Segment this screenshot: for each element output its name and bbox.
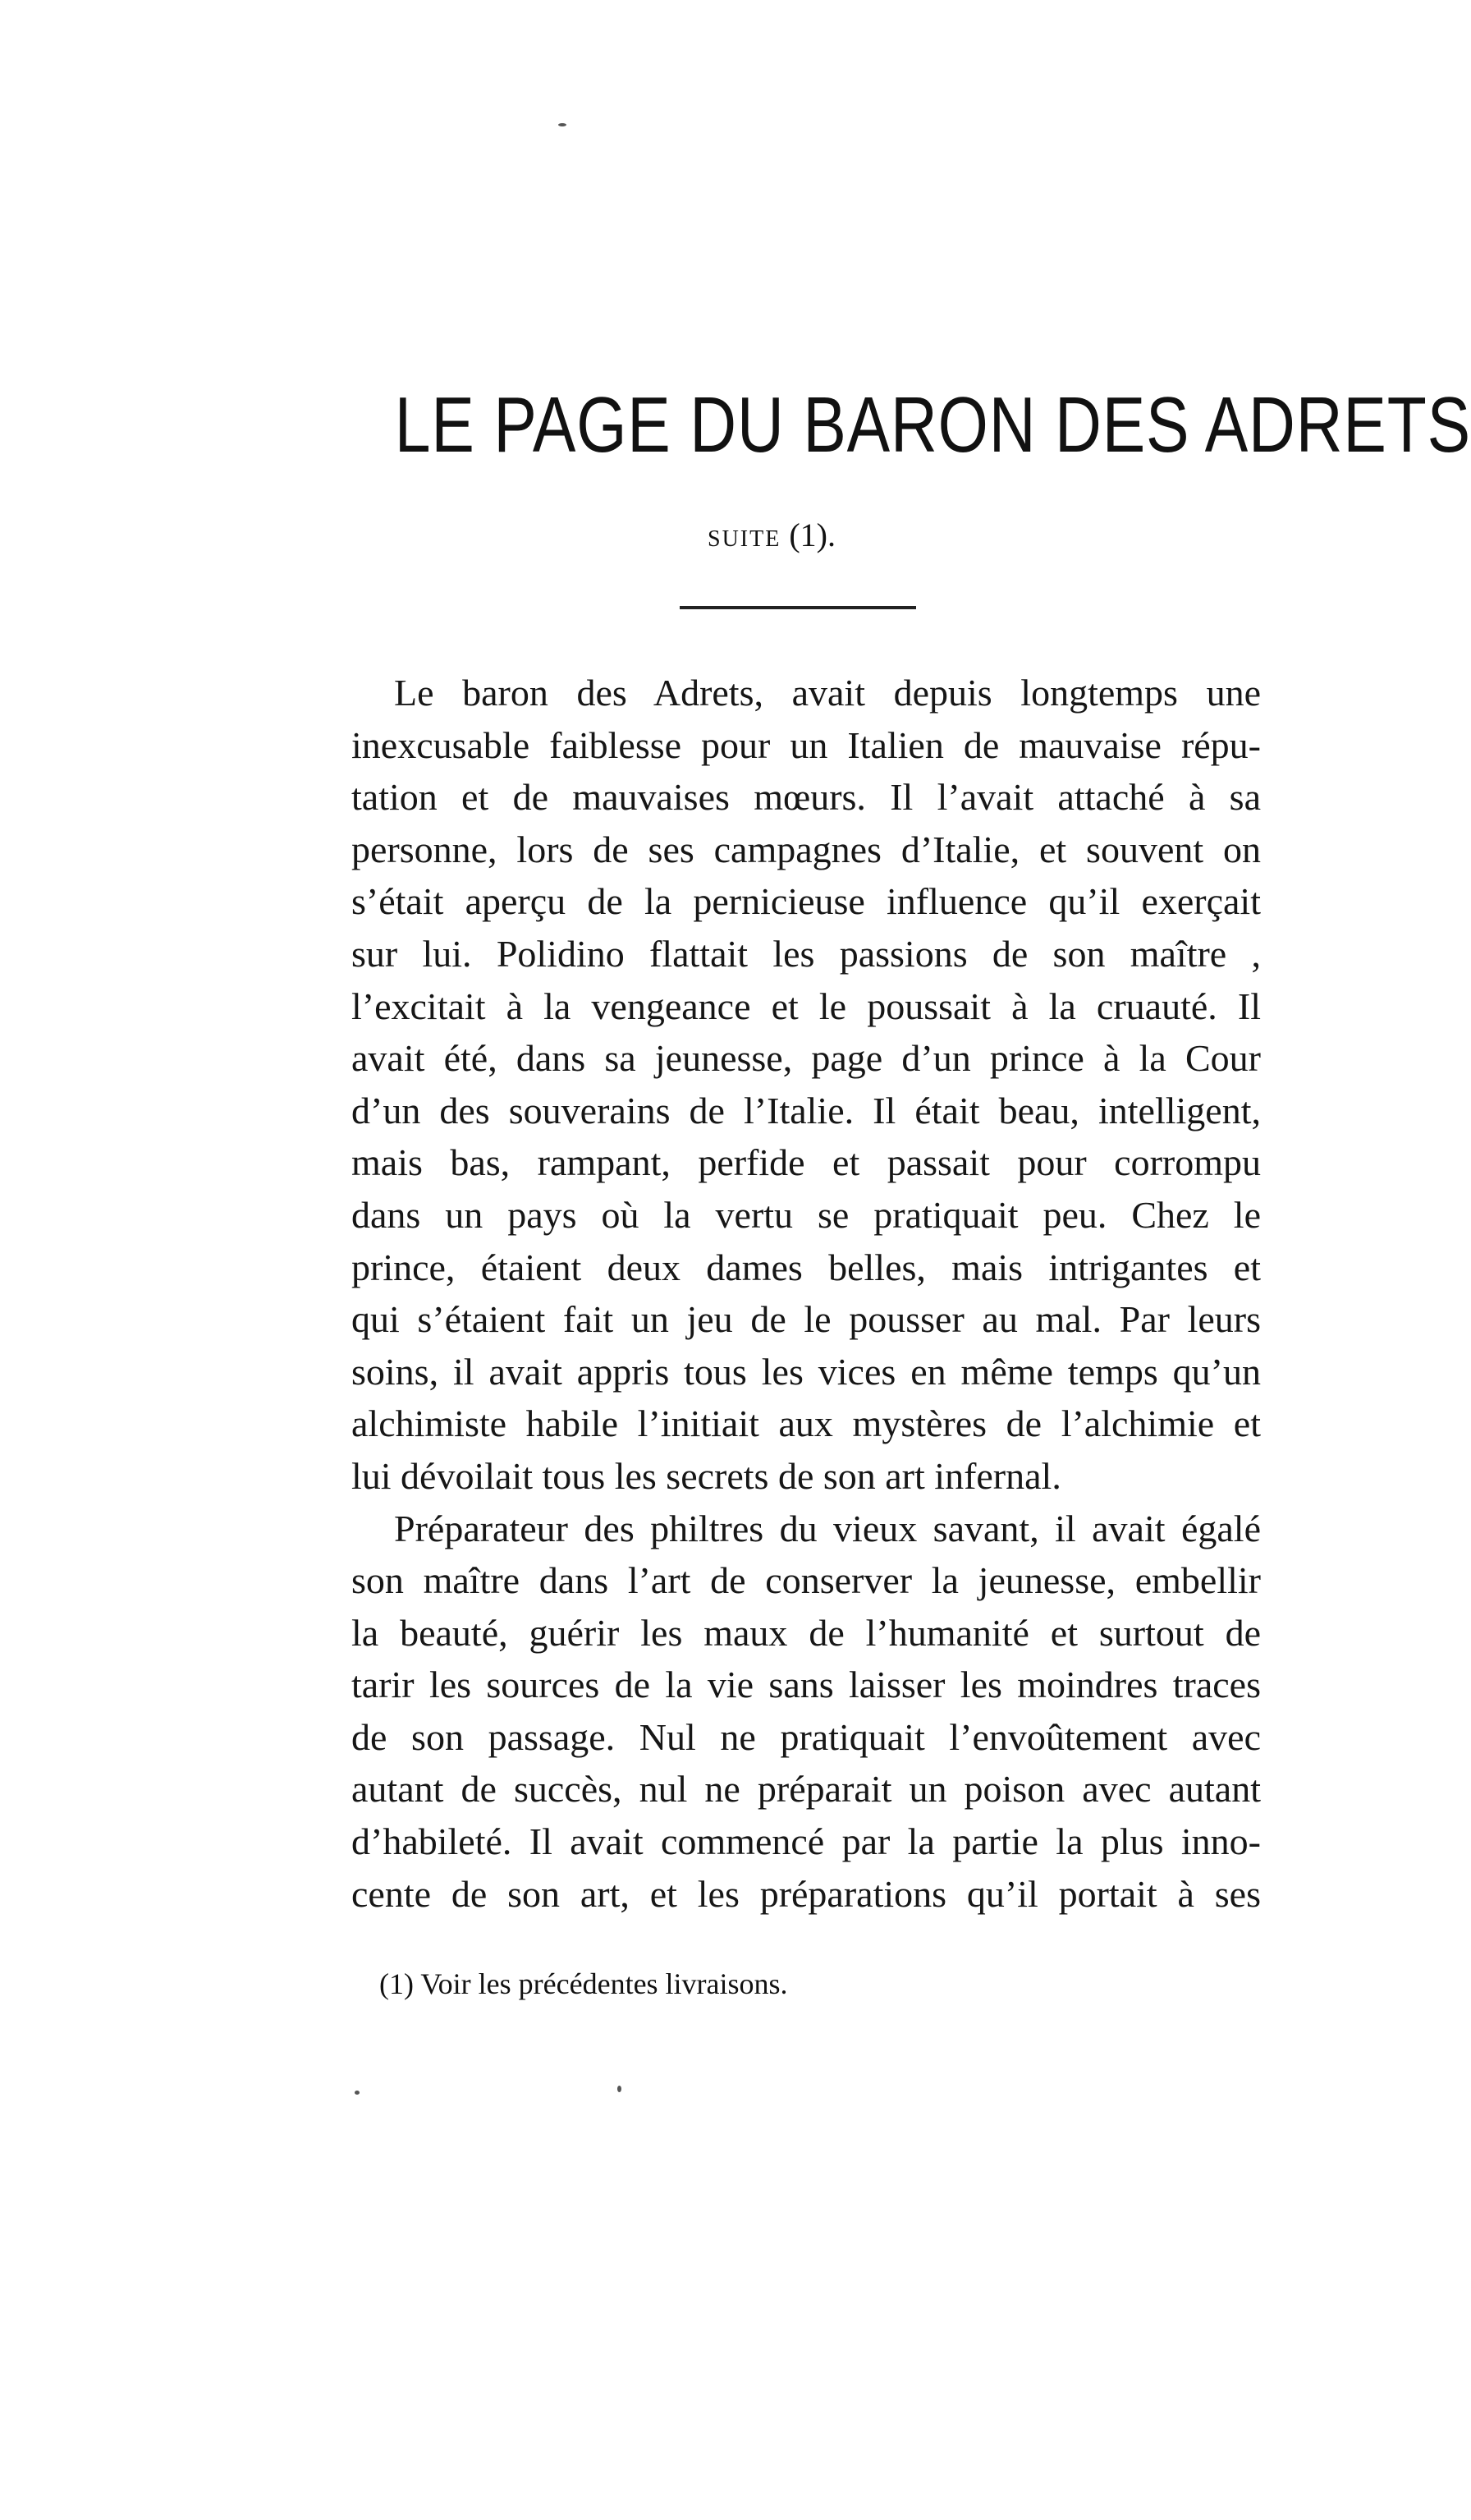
text-line: tarir les sources de la vie sans laisser les moindres traces <box>351 1664 1261 1706</box>
text-line: d’habileté. Il avait commencé par la partie la plus inno- <box>351 1820 1261 1863</box>
text-line: Le baron des Adrets, avait depuis longtemps une <box>394 672 1261 714</box>
text-line: autant de succès, nul ne préparait un poison avec autant <box>351 1768 1261 1811</box>
scan-speck <box>355 2091 360 2095</box>
text-line: d’un des souverains de l’Italie. Il était beau, intelligent, <box>351 1089 1261 1131</box>
text-line: qui s’étaient fait un jeu de le pousser au mal. Par leurs <box>351 1298 1261 1341</box>
text-line: avait été, dans sa jeunesse, page d’un prince à la Cour <box>351 1037 1261 1080</box>
text-line: inexcusable faiblesse pour un Italien de mauvaise répu- <box>351 723 1261 766</box>
text-line: dans un pays où la vertu se pratiquait peu. Chez le <box>351 1193 1261 1236</box>
subtitle-footnote-ref: (1). <box>781 516 836 553</box>
text-line: mais bas, rampant, perfide et passait pour corrompu <box>351 1141 1261 1184</box>
chapter-title: LE PAGE DU BARON DES ADRETS <box>394 381 1471 469</box>
text-line: personne, lors de ses campagnes d’Italie, et souvent on <box>351 828 1261 870</box>
title-rule-divider <box>680 606 916 609</box>
text-line: Préparateur des philtres du vieux savant, il avait égalé <box>394 1507 1261 1549</box>
text-line: lui dévoilait tous les secrets de son art infernal. <box>351 1454 1061 1497</box>
text-line: son maître dans l’art de conserver la jeunesse, embellir <box>351 1559 1261 1602</box>
footnote: (1) Voir les précédentes livraisons. <box>379 1967 788 2000</box>
text-line: prince, étaient deux dames belles, mais intrigantes et <box>351 1246 1261 1288</box>
text-line: cente de son art, et les préparations qu’il portait à ses <box>351 1872 1261 1915</box>
text-line: l’excitait à la vengeance et le poussait à la cruauté. Il <box>351 985 1261 1027</box>
body-text <box>351 667 1261 1920</box>
chapter-subtitle <box>312 516 1231 553</box>
text-line: de son passage. Nul ne pratiquait l’envoûtement avec <box>351 1715 1261 1758</box>
text-line: soins, il avait appris tous les vices en même temps qu’un <box>351 1350 1261 1393</box>
scan-speck <box>617 2086 621 2092</box>
text-line: la beauté, guérir les maux de l’humanité et surtout de <box>351 1611 1261 1654</box>
text-line: alchimiste habile l’initiait aux mystères de l’alchimie et <box>351 1402 1261 1445</box>
subtitle-suite: SUITE <box>708 526 781 552</box>
text-line: s’était aperçu de la pernicieuse influence qu’il exerçait <box>351 880 1261 923</box>
scan-speck <box>558 123 566 126</box>
text-line: tation et de mauvaises mœurs. Il l’avait attaché à sa <box>351 776 1261 819</box>
text-line: sur lui. Polidino flattait les passions de son maître , <box>351 932 1261 975</box>
